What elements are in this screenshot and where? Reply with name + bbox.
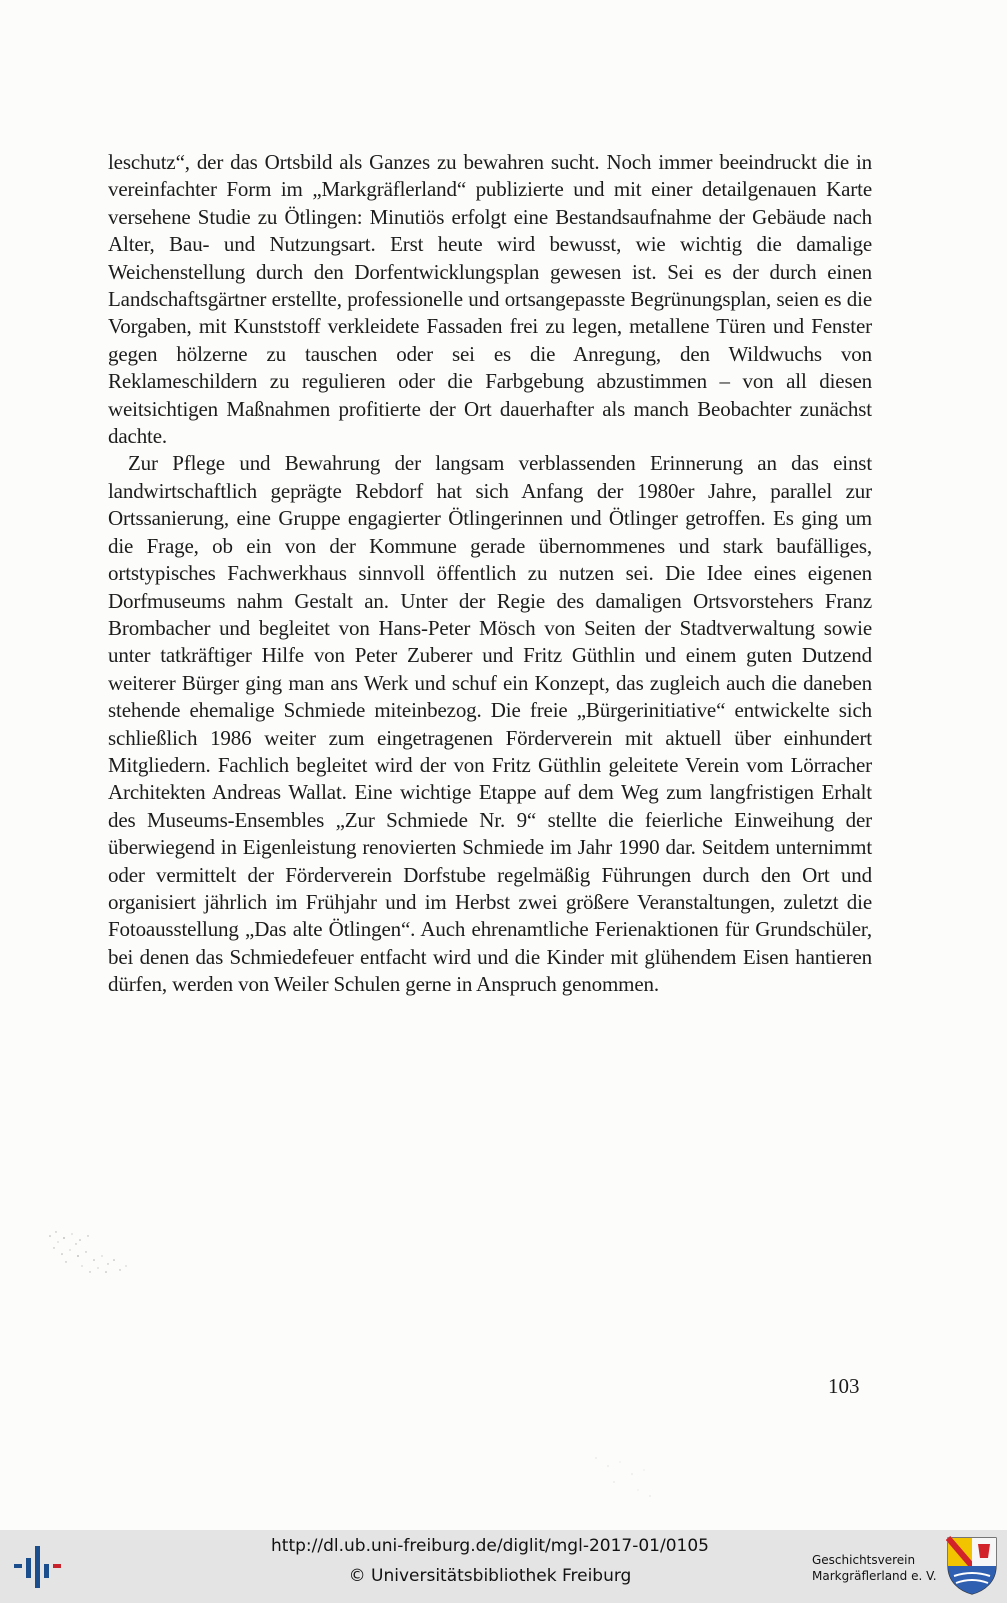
body-text: [108, 149, 872, 999]
paragraph-2: Zur Pflege und Bewahrung der langsam verblassenden Erinnerung an das einst landwirtschaftlich geprägte Rebdorf hat sich Anfang der 1980er Jahre, parallel zur Ortssanierung, eine Gruppe engagierter Ötlingerinnen und Ötlinger getroffen. Es ging um die Frage, ob ein von der Kommune gerade übernommenes und stark baufälliges, ortstypisches Fachwerkhaus sinnvoll öffentlich zu nutzen sei. Die Idee eines eigenen Dorfmuseums nahm Gestalt an. Unter der Regie des damaligen Ortsvorstehers Franz Brombacher und begleitet von Hans-Peter Mösch von Seiten der Stadtverwaltung sowie unter tatkräftiger Hilfe von Peter Zuberer und Fritz Güthlin und einem guten Dutzend weiterer Bürger ging man ans Werk und schuf ein Konzept, das zugleich auch die daneben stehende ehemalige Schmiede miteinbezog. Die freie „Bürgerinitiative“ entwickelte sich schließlich 1986 weiter zum eingetragenen Förderverein mit aktuell über einhundert Mitgliedern. Fachlich begleitet wird der von Fritz Güthlin geleitete Verein vom Lörracher Architekten Andreas Wallat. Eine wichtige Etappe auf dem Weg zum langfristigen Erhalt des Museums-Ensembles „Zur Schmiede Nr. 9“ stellte die feierliche Einweihung der überwiegend in Eigenleistung renovierten Schmiede im Jahr 1990 dar. Seitdem unternimmt oder vermittelt der Förderverein Dorfstube regelmäßig Führungen durch den Ort und organisiert jährlich im Frühjahr und im Herbst zwei größere Veranstaltungen, zuletzt die Fotoausstellung „Das alte Ötlingen“. Auch ehrenamtliche Ferienaktionen für Grundschüler, bei denen das Schmiedefeuer entfacht wird und die Kinder mit glühendem Eisen hantieren dürfen, werden von Weiler Schulen gerne in Anspruch genommen.: [108, 451, 872, 997]
footer-bar: [0, 1530, 1007, 1603]
society-name-line-1: Geschichtsverein: [812, 1553, 916, 1567]
markgraeflerland-crest-icon: [946, 1536, 998, 1596]
copyright-notice: © Universitätsbibliothek Freiburg: [348, 1566, 632, 1586]
scan-speckle: [42, 1226, 134, 1282]
society-name: [812, 1552, 942, 1584]
page-number: 103: [828, 1374, 860, 1398]
paragraph-1: leschutz“, der das Ortsbild als Ganzes zu bewahren sucht. Noch immer beeindruckt die in vereinfachter Form im „Markgräflerland“ publizierte und mit einer detailgenauen Karte versehene Studie zu Ötlingen: Minutiös erfolgt eine Bestandsaufnahme der Gebäude nach Alter, Bau- und Nutzungsart. Erst heute wird bewusst, wie wichtig die damalige Weichenstellung durch den Dorfentwicklungsplan gewesen ist. Sei es der durch einen Landschaftsgärtner erstellte, professionelle und ortsangepasste Begrünungsplan, seien es die Vorgaben, mit Kunststoff verkleidete Fassaden frei zu legen, metallene Türen und Fenster gegen hölzerne zu tauschen oder sei es die Anregung, den Wildwuchs von Reklameschildern zu regulieren oder die Farbgebung abzustimmen – von all diesen weitsichtigen Maßnahmen profitierte der Ort dauerhafter als manch Beobachter zunächst dachte.: [108, 150, 872, 449]
source-url[interactable]: http://dl.ub.uni-freiburg.de/diglit/mgl-2017-01/0105: [271, 1536, 709, 1556]
ub-freiburg-logo-icon: [12, 1544, 68, 1592]
society-name-line-2: Markgräflerland e. V.: [812, 1569, 937, 1583]
scan-speckle: [590, 1452, 660, 1502]
